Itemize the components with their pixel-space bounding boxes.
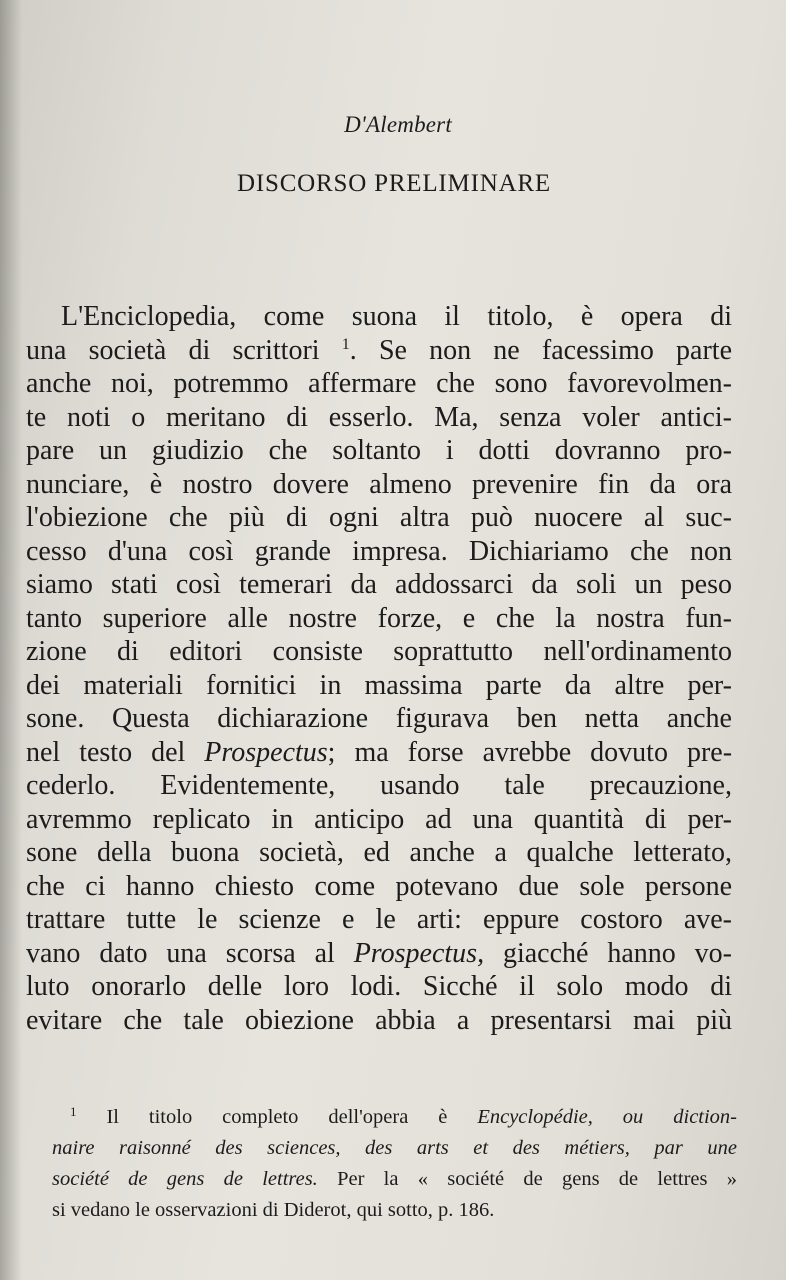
- text-segment: nel testo del: [26, 736, 186, 768]
- italic-title: Prospectus: [204, 736, 328, 768]
- footnote-line: [52, 1164, 737, 1195]
- footnote-line: si vedano le osservazioni di Diderot, qui sotto, p. 186.: [52, 1199, 495, 1221]
- text-line: che ci hanno chiesto come potevano due sole persone: [26, 870, 732, 902]
- text-line: cesso d'una così grande impresa. Dichiariamo che non: [26, 535, 732, 567]
- italic-title: Prospectus,: [353, 937, 485, 969]
- text-line: [26, 334, 732, 368]
- text-line: dei materiali fornitici in massima parte da altre per-: [26, 669, 732, 701]
- text-line: tanto superiore alle nostre forze, e che la nostra fun-: [26, 602, 732, 634]
- text-line: evitare che tale obiezione abbia a presentarsi mai più: [26, 1004, 732, 1036]
- text-segment: vano dato una scorsa al: [26, 937, 335, 969]
- footnote-number: 1: [70, 1104, 77, 1119]
- text-line: trattare tutte le scienze e le arti: eppure costoro ave-: [26, 904, 732, 935]
- text-line: zione di editori consiste soprattutto nell'ordinamento: [26, 636, 732, 667]
- text-line: te noti o meritano di esserlo. Ma, senza voler antici-: [26, 401, 732, 433]
- text-line: luto onorarlo delle loro lodi. Sicché il solo modo di: [26, 971, 732, 1002]
- text-line: anche noi, potremmo affermare che sono favorevolmen-: [26, 368, 732, 399]
- footnote-line: [52, 1133, 737, 1164]
- author-heading: D'Alembert: [344, 112, 452, 137]
- italic-title: société de gens de lettres.: [52, 1168, 318, 1190]
- text-line: siamo stati così temerari da addossarci da soli un peso: [26, 569, 732, 600]
- text-line: sone della buona società, ed anche a qualche letterato,: [26, 837, 732, 868]
- text-segment: Il titolo completo dell'opera è: [106, 1106, 448, 1128]
- text-line: cederlo. Evidentemente, usando tale precauzione,: [26, 770, 732, 801]
- text-line: pare un giudizio che soltanto i dotti dovranno pro-: [26, 435, 732, 466]
- text-line: [26, 736, 732, 770]
- text-line: nunciare, è nostro dovere almeno prevenire fin da ora: [26, 468, 732, 500]
- text-segment: Per la « société de gens de lettres »: [337, 1168, 737, 1190]
- footnote-line: [52, 1102, 737, 1133]
- text-line: [26, 937, 732, 971]
- chapter-title: DISCORSO PRELIMINARE: [237, 170, 551, 197]
- italic-title: Encyclopédie, ou diction-: [477, 1106, 737, 1128]
- body-paragraph: [26, 300, 732, 1037]
- text-line: sone. Questa dichiarazione figurava ben netta anche: [26, 703, 732, 734]
- text-segment: una società di scrittori: [26, 334, 320, 366]
- text-segment: giacché hanno vo-: [502, 937, 732, 969]
- footnote: [52, 1102, 737, 1226]
- text-line: L'Enciclopedia, come suona il titolo, è opera di: [61, 301, 732, 332]
- text-segment: . Se non ne facessimo parte: [349, 334, 732, 366]
- text-line: l'obiezione che più di ogni altra può nuocere al suc-: [26, 502, 732, 533]
- text-segment: ; ma forse avrebbe dovuto pre-: [327, 736, 732, 768]
- text-line: avremmo replicato in anticipo ad una quantità di per-: [26, 803, 732, 835]
- italic-title: naire raisonné des sciences, des arts et des métiers, par une: [52, 1137, 737, 1159]
- footnote-reference: 1: [341, 335, 350, 353]
